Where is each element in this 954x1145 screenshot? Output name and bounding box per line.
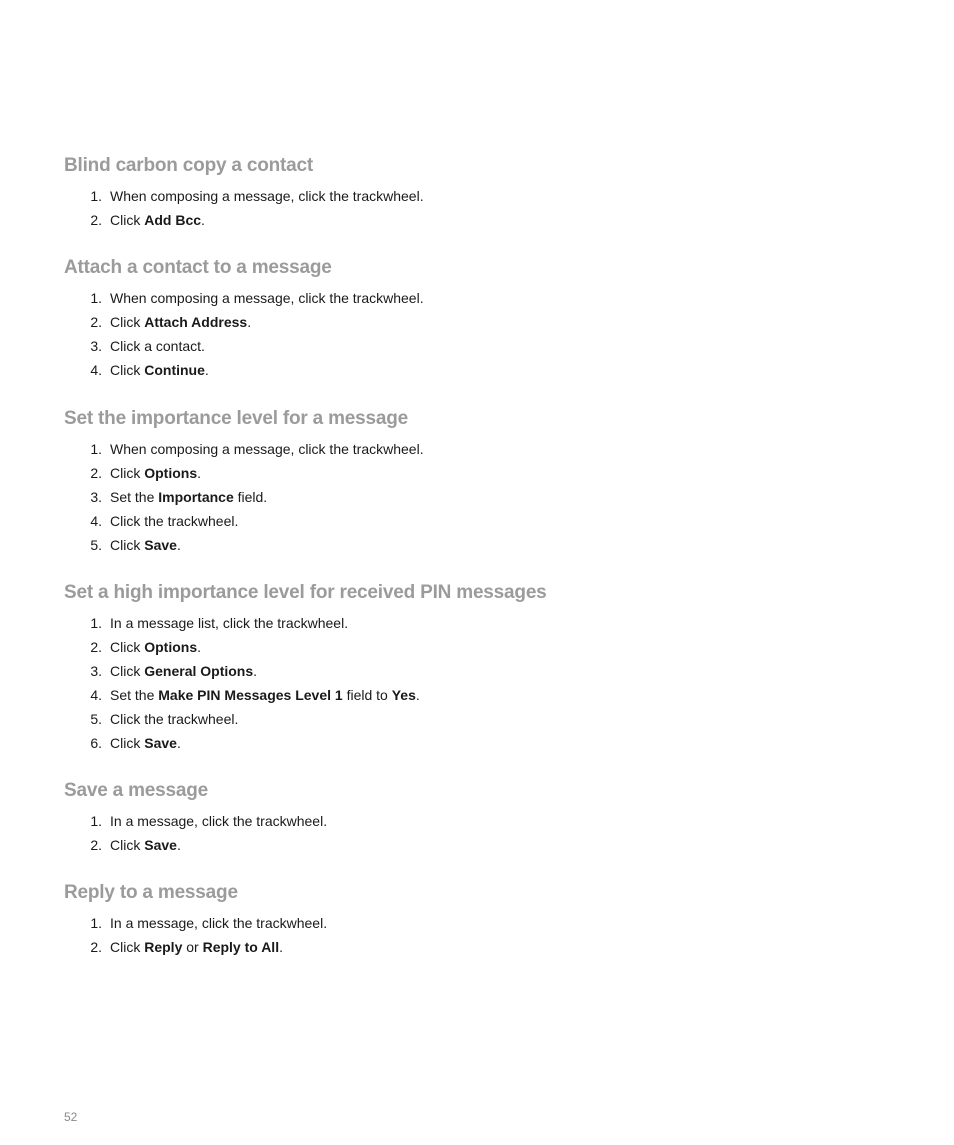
- step-text-fragment: In a message, click the trackwheel.: [110, 813, 328, 829]
- step-item: [64, 833, 884, 857]
- section-heading: Set the importance level for a message: [64, 408, 409, 429]
- step-text-fragment: .: [247, 314, 252, 330]
- step-list: [64, 611, 884, 755]
- step-text-fragment: .: [253, 663, 258, 679]
- step-text: [110, 286, 424, 310]
- step-text: [110, 731, 181, 755]
- step-text-fragment: .: [197, 465, 202, 481]
- step-number: 1.: [90, 441, 102, 457]
- step-number: 3.: [90, 338, 102, 354]
- step-number: 3.: [90, 489, 102, 505]
- step-text: [110, 437, 424, 461]
- step-text-fragment: Click: [110, 939, 145, 955]
- step-item: [64, 683, 884, 707]
- step-item: [64, 809, 884, 833]
- step-number: 2.: [90, 212, 102, 228]
- step-list: [64, 809, 884, 857]
- step-text-fragment: In a message list, click the trackwheel.: [110, 615, 349, 631]
- step-item: [64, 184, 884, 208]
- step-text-fragment: In a message, click the trackwheel.: [110, 915, 328, 931]
- section: [64, 779, 884, 857]
- step-text: [110, 935, 283, 959]
- page-number: 52: [64, 1110, 78, 1124]
- step-text: [110, 310, 251, 334]
- step-number: 4.: [90, 362, 102, 378]
- section-heading: Save a message: [64, 780, 209, 801]
- step-list: [64, 911, 884, 959]
- step-text: [110, 485, 267, 509]
- step-item: [64, 310, 884, 334]
- step-item: [64, 707, 884, 731]
- step-list: [64, 184, 884, 232]
- step-text-fragment: Set the: [110, 489, 159, 505]
- step-text-fragment: When composing a message, click the trackwheel.: [110, 441, 424, 457]
- step-text-fragment: When composing a message, click the trackwheel.: [110, 188, 424, 204]
- ui-term: Save: [144, 537, 177, 553]
- step-number: 5.: [90, 711, 102, 727]
- step-item: [64, 659, 884, 683]
- step-number: 1.: [90, 813, 102, 829]
- step-text-fragment: Click: [110, 362, 145, 378]
- section-heading: Attach a contact to a message: [64, 257, 332, 278]
- section: [64, 154, 884, 232]
- step-item: [64, 509, 884, 533]
- step-item: [64, 635, 884, 659]
- ui-term: General Options: [144, 663, 254, 679]
- step-text-fragment: Click: [110, 537, 145, 553]
- step-text-fragment: .: [176, 735, 181, 751]
- step-text-fragment: Click: [110, 735, 145, 751]
- step-item: [64, 533, 884, 557]
- step-text: [110, 461, 201, 485]
- step-list: [64, 286, 884, 382]
- step-number: 1.: [90, 188, 102, 204]
- section: [64, 581, 884, 755]
- step-item: [64, 208, 884, 232]
- step-text: [110, 707, 238, 731]
- step-number: 4.: [90, 513, 102, 529]
- ui-term: Options: [144, 465, 198, 481]
- step-item: [64, 437, 884, 461]
- step-list: [64, 437, 884, 557]
- step-text-fragment: field.: [233, 489, 268, 505]
- step-text-fragment: Click a contact.: [110, 338, 205, 354]
- step-text-fragment: Click: [110, 212, 145, 228]
- step-text-fragment: .: [197, 639, 202, 655]
- section-heading: Set a high importance level for received PIN messages: [64, 582, 547, 603]
- step-item: [64, 286, 884, 310]
- ui-term: Continue: [144, 362, 205, 378]
- ui-term: Options: [144, 639, 198, 655]
- section-heading: Reply to a message: [64, 882, 238, 903]
- step-number: 6.: [90, 735, 102, 751]
- step-text-fragment: Click: [110, 663, 145, 679]
- step-text: [110, 833, 181, 857]
- step-text-fragment: Set the: [110, 687, 159, 703]
- step-number: 2.: [90, 837, 102, 853]
- step-number: 2.: [90, 314, 102, 330]
- step-item: [64, 334, 884, 358]
- step-text-fragment: .: [201, 212, 205, 228]
- ui-term: Save: [144, 837, 177, 853]
- step-item: [64, 935, 884, 959]
- step-text: [110, 533, 181, 557]
- step-number: 1.: [90, 615, 102, 631]
- ui-term: Save: [144, 735, 177, 751]
- section: [64, 256, 884, 382]
- step-number: 2.: [90, 465, 102, 481]
- ui-term: Make PIN Messages Level 1: [158, 687, 343, 703]
- step-text-fragment: Click the trackwheel.: [110, 711, 239, 727]
- step-number: 3.: [90, 663, 102, 679]
- step-text: [110, 184, 424, 208]
- step-item: [64, 911, 884, 935]
- section: [64, 881, 884, 959]
- step-text: [110, 683, 420, 707]
- step-text-fragment: When composing a message, click the trackwheel.: [110, 290, 424, 306]
- step-text-fragment: or: [182, 939, 203, 955]
- step-text-fragment: .: [415, 687, 420, 703]
- step-text: [110, 358, 209, 382]
- step-text-fragment: field to: [342, 687, 392, 703]
- step-number: 4.: [90, 687, 102, 703]
- ui-term: Yes: [391, 687, 416, 703]
- step-item: [64, 358, 884, 382]
- step-text: [110, 334, 205, 358]
- step-text-fragment: .: [204, 362, 209, 378]
- step-text-fragment: .: [176, 537, 181, 553]
- step-number: 1.: [90, 915, 102, 931]
- section: [64, 407, 884, 557]
- ui-term: Add Bcc: [144, 212, 202, 228]
- step-text-fragment: Click: [110, 314, 145, 330]
- step-number: 2.: [90, 639, 102, 655]
- step-item: [64, 731, 884, 755]
- step-text: [110, 635, 201, 659]
- step-text: [110, 611, 348, 635]
- step-number: 5.: [90, 537, 102, 553]
- section-heading: Blind carbon copy a contact: [64, 155, 314, 176]
- step-text-fragment: .: [176, 837, 181, 853]
- step-number: 2.: [90, 939, 102, 955]
- step-text: [110, 659, 257, 683]
- step-text-fragment: Click: [110, 837, 145, 853]
- step-item: [64, 485, 884, 509]
- step-text-fragment: .: [279, 939, 283, 955]
- ui-term: Reply: [144, 939, 183, 955]
- step-number: 1.: [90, 290, 102, 306]
- ui-term: Importance: [158, 489, 234, 505]
- step-item: [64, 611, 884, 635]
- step-text: [110, 509, 238, 533]
- ui-term: Attach Address: [144, 314, 248, 330]
- step-text-fragment: Click: [110, 465, 145, 481]
- step-item: [64, 461, 884, 485]
- step-text-fragment: Click: [110, 639, 145, 655]
- step-text: [110, 911, 327, 935]
- step-text: [110, 208, 205, 232]
- ui-term: Reply to All: [202, 939, 280, 955]
- step-text-fragment: Click the trackwheel.: [110, 513, 239, 529]
- step-text: [110, 809, 327, 833]
